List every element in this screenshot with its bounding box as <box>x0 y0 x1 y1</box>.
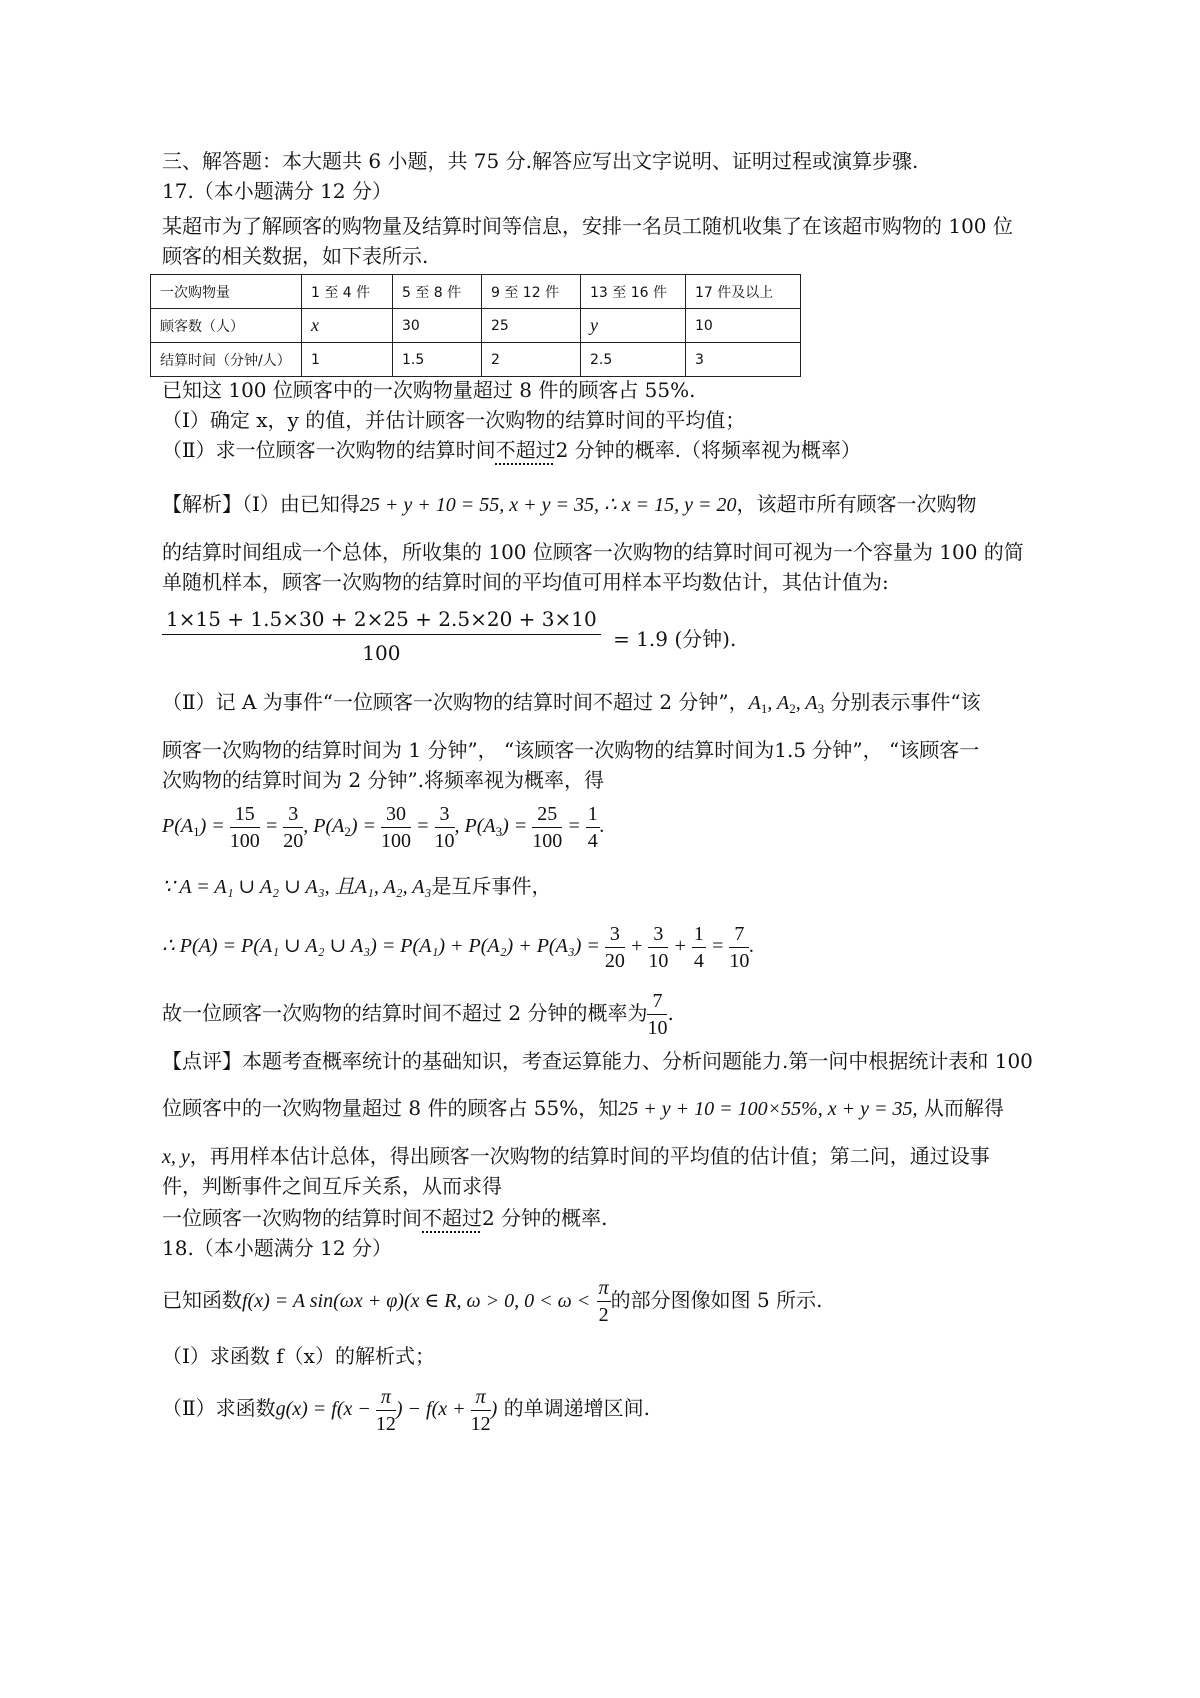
q17-given: 已知这 100 位顾客中的一次购物量超过 8 件的顾客占 55%. <box>162 378 696 402</box>
comment-variables: x, y <box>162 1146 190 1168</box>
fraction: $\frac{\pi}{12}$ <box>375 1385 396 1435</box>
table-cell: x <box>302 309 393 343</box>
q18-stmt-a: 已知函数 <box>162 1288 242 1312</box>
fraction: $\frac{25}{100}$ <box>532 802 563 852</box>
fraction: $\frac{15}{100}$ <box>229 802 260 852</box>
table-row <box>151 343 801 377</box>
q18-gx-formula: g(x) = f(x − $\frac{\pi}{12}$ ) − f(x + $\frac{\pi}{12}$ ) <box>275 1385 498 1435</box>
table-cell: 10 <box>686 309 801 343</box>
mean-formula <box>162 604 736 671</box>
table-cell: 2 <box>482 343 581 377</box>
solution-line1 <box>162 490 977 519</box>
q17-title: 17.（本小题满分 12 分） <box>162 179 392 203</box>
comment-line2-b: 从而解得 <box>917 1096 1004 1120</box>
q18-stmt-b: 的部分图像如图 5 所示. <box>610 1288 823 1312</box>
table-cell: 9 至 12 件 <box>482 275 581 309</box>
table-cell: y <box>581 309 686 343</box>
q18-statement <box>162 1272 822 1329</box>
because-formula: ∵ A = A₁ ∪ A₂ ∪ A₃, 且A₁, A₂, A₃ <box>162 876 432 898</box>
mean-result: = 1.9 (分钟). <box>613 627 737 651</box>
conclusion-line: 故一位顾客一次购物的结算时间不超过 2 分钟的概率为 $\frac{7}{10}$ . <box>162 990 674 1039</box>
table-cell: 13 至 16 件 <box>581 275 686 309</box>
fraction: $\frac{3}{10}$ <box>434 802 455 852</box>
mean-numerator: 1×15 + 1.5×30 + 2×25 + 2.5×20 + 3×10 <box>162 604 601 635</box>
comment-line5-a: 一位顾客一次购物的结算时间 <box>162 1206 422 1230</box>
therefore-text: ∴ P(A) = P(A₁ ∪ A₂ ∪ A₃) = P(A₁) + P(A₂) + P(A₃) = <box>162 935 600 957</box>
fraction: $\frac{\pi}{12}$ <box>470 1385 491 1435</box>
solution-tag: 【解析】 <box>162 492 242 516</box>
section-header: 三、解答题：本大题共 6 小题，共 75 分.解答应写出文字说明、证明过程或演算步骤. <box>162 149 919 173</box>
part2-line1-b: 分别表示事件“该 <box>830 690 981 714</box>
events-symbols: $A_1$, $A_2$, $A_3$ <box>748 692 825 716</box>
fraction: $\frac{3}{10}$ <box>648 922 669 972</box>
comment-line1 <box>162 1047 1033 1075</box>
shopping-data-table <box>150 274 801 377</box>
table-cell: 一次购物量 <box>151 275 302 309</box>
because-text: 是互斥事件， <box>431 874 552 898</box>
fraction: $\frac{7}{10}$ <box>647 990 668 1039</box>
part2-line1-a: （Ⅱ）记 A 为事件“一位顾客一次购物的结算时间不超过 2 分钟”， <box>162 690 749 714</box>
fraction: $\frac{3}{20}$ <box>283 802 304 852</box>
fraction: $\frac{1}{4}$ <box>587 802 598 852</box>
comment-equation: 25 + y + 10 = 100×55%, x + y = 35, <box>618 1098 918 1120</box>
table-cell: 结算时间（分钟/人） <box>151 343 302 377</box>
q18-title: 18.（本小题满分 12 分） <box>162 1236 392 1260</box>
solution-equation: 25 + y + 10 = 55, x + y = 35, ∴ x = 15, y = 20 <box>359 494 737 516</box>
q17-part2-emphasis: 不超过 <box>495 438 556 462</box>
q18-part2-a: （Ⅱ）求函数 <box>162 1396 276 1420</box>
table-row <box>151 309 801 343</box>
fraction: $\frac{7}{10}$ <box>729 922 750 972</box>
comment-line2 <box>162 1094 1004 1123</box>
solution-line2: 的结算时间组成一个总体，所收集的 100 位顾客一次购物的结算时间可视为一个容量为 100 的简 <box>162 540 1024 564</box>
q17-intro-line2: 顾客的相关数据，如下表所示. <box>162 244 429 268</box>
q18-part1: （Ⅰ）求函数 f（x）的解析式； <box>162 1344 435 1368</box>
table-cell: 3 <box>686 343 801 377</box>
q17-part2-text-b: 2 分钟的概率.（将频率视为概率） <box>555 438 862 462</box>
solution-line3: 单随机样本，顾客一次购物的结算时间的平均值可用样本平均数估计，其估计值为: <box>162 570 889 594</box>
q18-function: f(x) = A sin(ωx + φ)(x ∈ R, ω > 0, 0 < ω < <box>242 1290 591 1312</box>
therefore-formula: ∴ P(A) = P(A₁ ∪ A₂ ∪ A₃) = P(A₁) + P(A₂) + P(A₃) = $\frac{3}{20}$ + $\frac{3}{10}$ + $\frac{1}{4}$ = $\frac{7}{10}$ . <box>162 922 755 972</box>
comment-line3 <box>162 1142 990 1171</box>
fraction: $\frac{1}{4}$ <box>693 922 704 972</box>
table-row <box>151 275 801 309</box>
q18-part2 <box>162 1380 650 1437</box>
mean-denominator: 100 <box>362 641 401 665</box>
table-cell: 顾客数（人） <box>151 309 302 343</box>
fraction: $\frac{30}{100}$ <box>381 802 411 852</box>
mean-fraction <box>162 604 601 671</box>
conclusion-text: 故一位顾客一次购物的结算时间不超过 2 分钟的概率为 <box>162 1001 648 1025</box>
fraction: $\frac{\pi}{2}$ <box>598 1277 609 1326</box>
comment-tag: 【点评】 <box>162 1049 242 1073</box>
q17-part2 <box>162 436 861 464</box>
probabilities-formula: $P(A_1)$ = $\frac{15}{100}$ = $\frac{3}{20}$ , $P(A_2)$ = $\frac{30}{100}$ = $\frac{3}{10}$ , $P(A_3)$ = $\frac{25}{100}$ = $\frac{1}{4}$ . <box>162 802 605 852</box>
table-cell: 1.5 <box>393 343 482 377</box>
comment-line3-b: ，再用样本估计总体，得出顾客一次购物的结算时间的平均值的估计值；第二问，通过设事 <box>189 1144 990 1168</box>
comment-line2-a: 位顾客中的一次购物量超过 8 件的顾客占 55%，知 <box>162 1096 619 1120</box>
table-cell: 1 <box>302 343 393 377</box>
comment-line5-b: 2 分钟的概率. <box>482 1206 608 1230</box>
table-cell: 17 件及以上 <box>686 275 801 309</box>
solution-line1-a: （Ⅰ）由已知得 <box>242 492 360 516</box>
comment-line1-text: 本题考查概率统计的基础知识，考查运算能力、分析问题能力.第一问中根据统计表和 100 <box>242 1049 1033 1073</box>
q17-intro-line1: 某超市为了解顾客的购物量及结算时间等信息，安排一名员工随机收集了在该超市购物的 100 位 <box>162 214 1013 238</box>
q18-part2-b: 的单调递增区间. <box>503 1396 651 1420</box>
fraction: $\frac{3}{20}$ <box>604 922 625 972</box>
table-cell: 25 <box>482 309 581 343</box>
comment-line5 <box>162 1204 607 1232</box>
part2-line3: 次购物的结算时间为 2 分钟”.将频率视为概率，得 <box>162 768 605 792</box>
table-cell: 5 至 8 件 <box>393 275 482 309</box>
table-cell: 30 <box>393 309 482 343</box>
part2-line2: 顾客一次购物的结算时间为 1 分钟”， “该顾客一次购物的结算时间为1.5 分钟”， “该顾客一 <box>162 738 980 762</box>
q17-part2-text-a: （Ⅱ）求一位顾客一次购物的结算时间 <box>162 438 496 462</box>
table-cell: 2.5 <box>581 343 686 377</box>
because-line <box>162 872 551 901</box>
comment-line5-emphasis: 不超过 <box>422 1206 482 1230</box>
solution-line1-b: ，该超市所有顾客一次购物 <box>736 492 977 516</box>
part2-line1 <box>162 688 981 723</box>
comment-line4: 件，判断事件之间互斥关系，从而求得 <box>162 1174 502 1198</box>
q17-part1: （Ⅰ）确定 x，y 的值，并估计顾客一次购物的结算时间的平均值； <box>162 408 746 432</box>
table-cell: 1 至 4 件 <box>302 275 393 309</box>
